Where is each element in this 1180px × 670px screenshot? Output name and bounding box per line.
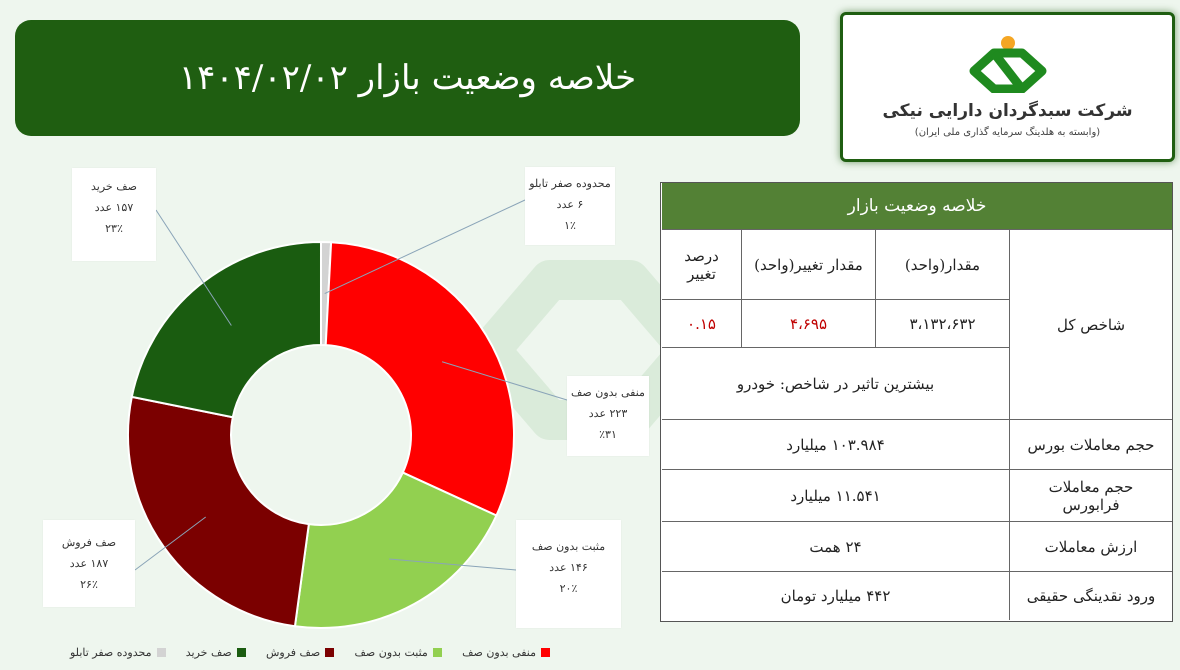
index-label-cell: شاخص کل	[1009, 230, 1172, 420]
row-label-trade-value: ارزش معاملات	[1009, 522, 1172, 572]
callout-buy-percent: ۲۳٪	[105, 222, 123, 235]
company-logo-icon	[843, 35, 1172, 97]
callout-sell-label: صف فروش	[61, 536, 117, 549]
market-summary-table	[660, 182, 1173, 622]
callout-buy-queue	[72, 168, 156, 261]
top-impact-text: بیشترین تاثیر در شاخص: خودرو	[662, 348, 1009, 420]
row-label-bourse-volume: حجم معاملات بورس	[1009, 420, 1172, 470]
callout-negative-percent: ٪۳۱	[599, 428, 617, 441]
legend-item-sell-queue	[266, 646, 334, 659]
legend-label-negative: منفی بدون صف	[462, 646, 536, 659]
row-label-real-liquidity: ورود نقدینگی حقیقی	[1009, 572, 1172, 620]
index-amount-value: ۳،۱۳۲،۶۳۲	[875, 300, 1009, 348]
donut-slice-negative-no-queue	[326, 242, 514, 515]
index-percent-value: ۰.۱۵	[662, 300, 741, 348]
callout-positive-no-queue	[516, 520, 621, 628]
col-percent-header: درصد تغییر	[662, 230, 741, 300]
callout-positive-label: مثبت بدون صف	[531, 540, 606, 553]
title-banner	[15, 20, 800, 136]
legend-label-buy-queue: صف خرید	[185, 646, 232, 659]
callout-sell-queue	[43, 520, 135, 607]
col-amount-header: مقدار(واحد)	[875, 230, 1009, 300]
legend-swatch-positive	[433, 648, 442, 657]
donut-slice-sell-queue	[128, 397, 309, 626]
legend-swatch-sell-queue	[325, 648, 334, 657]
company-logo-box	[840, 12, 1175, 162]
legend-item-zero-range	[70, 646, 166, 659]
callout-zero-range	[525, 167, 615, 245]
row-value-bourse-volume: ۱۰۳.۹۸۴ میلیارد	[662, 420, 1009, 470]
row-value-farabourse-volume: ۱۱.۵۴۱ میلیارد	[662, 470, 1009, 522]
donut-slice-buy-queue	[132, 242, 321, 417]
callout-negative-no-queue	[567, 376, 649, 456]
row-value-real-liquidity: ۴۴۲ میلیارد تومان	[780, 587, 891, 605]
legend-label-zero-range: محدوده صفر تابلو	[70, 646, 152, 659]
legend-swatch-buy-queue	[237, 648, 246, 657]
callout-buy-label: صف خرید	[91, 180, 137, 193]
chart-legend	[70, 646, 550, 659]
legend-label-positive: مثبت بدون صف	[354, 646, 428, 659]
callout-zero-range-label: محدوده صفر تابلو	[529, 177, 611, 190]
legend-label-sell-queue: صف فروش	[265, 646, 321, 659]
legend-swatch-negative	[541, 648, 550, 657]
callout-negative-label: منفی بدون صف	[571, 386, 645, 399]
callout-negative-count: ۲۲۳ عدد	[588, 407, 628, 420]
legend-item-buy-queue	[186, 646, 246, 659]
callout-buy-count: ۱۵۷ عدد	[94, 201, 134, 214]
page-title: خلاصه وضعیت بازار ۱۴۰۴/۰۲/۰۲	[178, 58, 637, 98]
legend-item-positive	[355, 646, 442, 659]
callout-sell-percent: ۲۶٪	[80, 578, 98, 591]
row-label-farabourse-volume: حجم معاملات فرابورس	[1009, 470, 1172, 522]
table-title: خلاصه وضعیت بازار	[662, 183, 1172, 230]
callout-positive-percent: ۲۰٪	[559, 582, 578, 595]
company-name: شرکت سبدگردان دارایی نیکی	[882, 101, 1133, 121]
col-change-header: مقدار تغییر(واحد)	[741, 230, 875, 300]
callout-positive-count: ۱۴۶ عدد	[549, 561, 588, 574]
callout-sell-count: ۱۸۷ عدد	[69, 557, 109, 570]
row-value-trade-value: ۲۴ همت	[662, 522, 1009, 572]
callout-zero-range-count: ۶ عدد	[556, 198, 584, 211]
company-subtitle: (وابسته به هلدینگ سرمایه گذاری ملی ایران)	[914, 127, 1101, 138]
legend-swatch-zero-range	[157, 648, 166, 657]
legend-item-negative	[462, 646, 550, 659]
callout-zero-range-percent: ۱٪	[564, 219, 576, 232]
index-change-value: ۴،۶۹۵	[741, 300, 875, 348]
